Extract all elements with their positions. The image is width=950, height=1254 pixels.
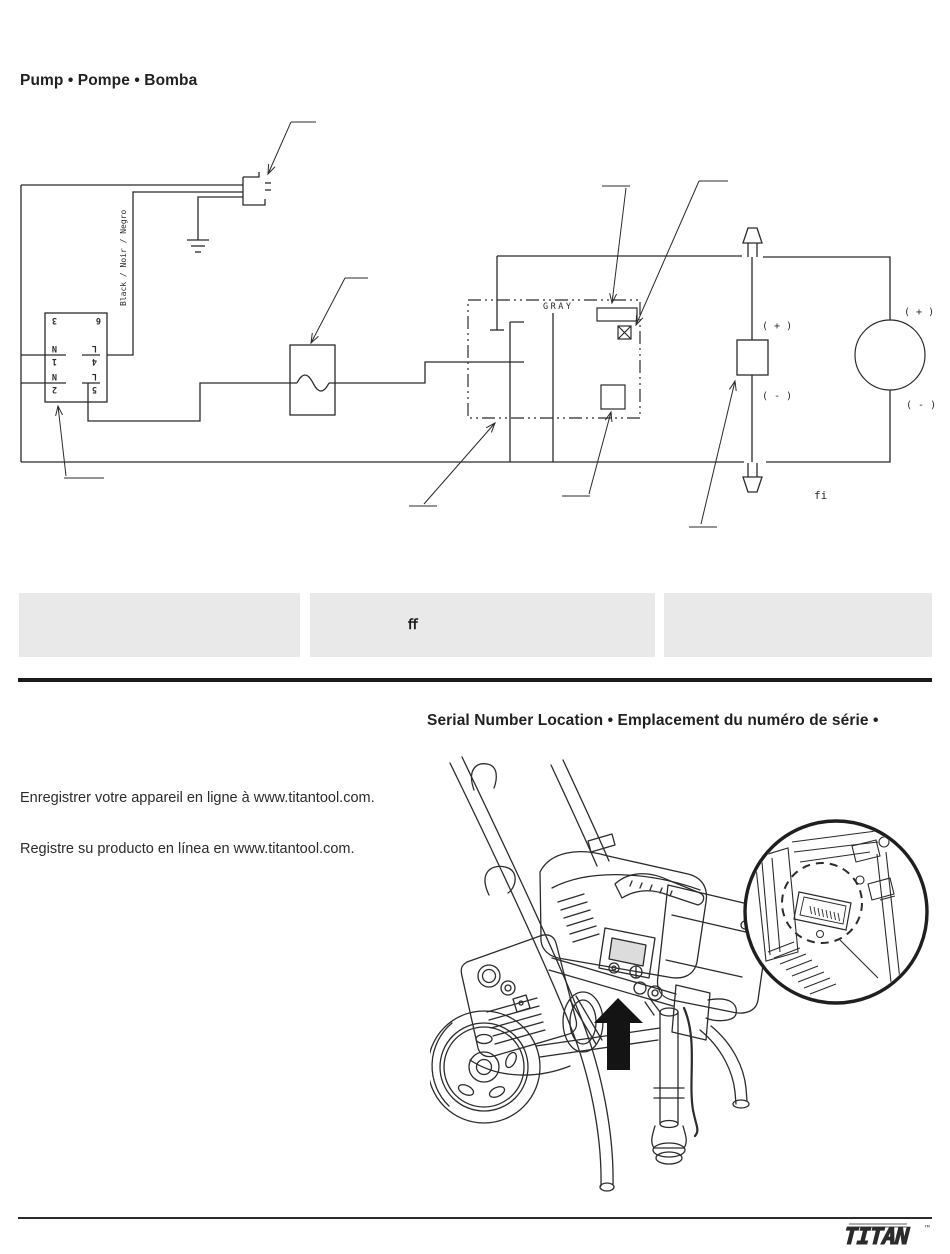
register-online-es: Registre su producto en línea en www.titantool.com. [20, 841, 355, 857]
page-title: Pump • Pompe • Bomba [20, 72, 198, 89]
spade-connector-bottom-icon [743, 463, 762, 492]
callout-leaders [58, 122, 735, 527]
power-plug-icon [243, 172, 271, 205]
stray-note: fi [814, 489, 828, 502]
board-label: GRAY [543, 302, 574, 312]
pin-label: 4 [91, 356, 97, 366]
polarity-plus-label: ( + ) [762, 321, 793, 332]
legend-box-middle-text: ﬀ [408, 616, 418, 632]
pin-label: N [51, 371, 57, 381]
rectifier-block [737, 321, 792, 402]
pin-label: L [91, 371, 97, 381]
spade-connector-top-icon [743, 228, 762, 257]
titan-logo [826, 1220, 936, 1250]
wires [21, 185, 890, 462]
board-fuse-icon [618, 326, 631, 339]
cart-handle [450, 757, 615, 1191]
board-terminal-strip [597, 308, 637, 321]
pin-label: L [91, 343, 97, 353]
legend-box-right [664, 593, 932, 657]
pin-label: 5 [91, 384, 97, 394]
motor-plus-label: ( + ) [904, 307, 935, 318]
control-board [468, 300, 640, 418]
wire-color-label: Black / Noir / Negro [119, 209, 128, 306]
sprayer-body [540, 852, 768, 1013]
trademark-symbol: ™ [925, 1224, 930, 1233]
pin-label: N [51, 343, 57, 353]
motor-minus-label: ( - ) [906, 400, 937, 411]
wiring-diagram [0, 100, 950, 545]
sprayer-illustration [430, 745, 950, 1215]
ground-symbol-icon [187, 240, 209, 252]
suction-tube [652, 1008, 698, 1164]
legend-box-middle [310, 593, 655, 657]
section-divider [18, 678, 932, 682]
board-relay [601, 385, 625, 409]
pin-label: 6 [95, 315, 101, 325]
footer-rule [18, 1217, 932, 1219]
wheel [430, 1011, 540, 1123]
drain-hose [684, 1008, 697, 1136]
register-online-fr: Enregistrer votre appareil en ligne à www.titantool.com. [20, 790, 375, 806]
motor-symbol [855, 307, 936, 411]
pin-label: 2 [51, 384, 57, 394]
switch-block [45, 313, 107, 402]
pin-label: 1 [51, 356, 57, 366]
thermal-fuse [290, 345, 335, 415]
titan-logo-text: TITAN [840, 1222, 912, 1250]
pin-label: 3 [51, 315, 57, 325]
motor-housing [461, 935, 576, 1057]
polarity-minus-label: ( - ) [762, 391, 793, 402]
legend-box-left [19, 593, 300, 657]
serial-heading: Serial Number Location • Emplacement du numéro de série • [427, 712, 879, 729]
serial-inset [745, 821, 927, 1003]
